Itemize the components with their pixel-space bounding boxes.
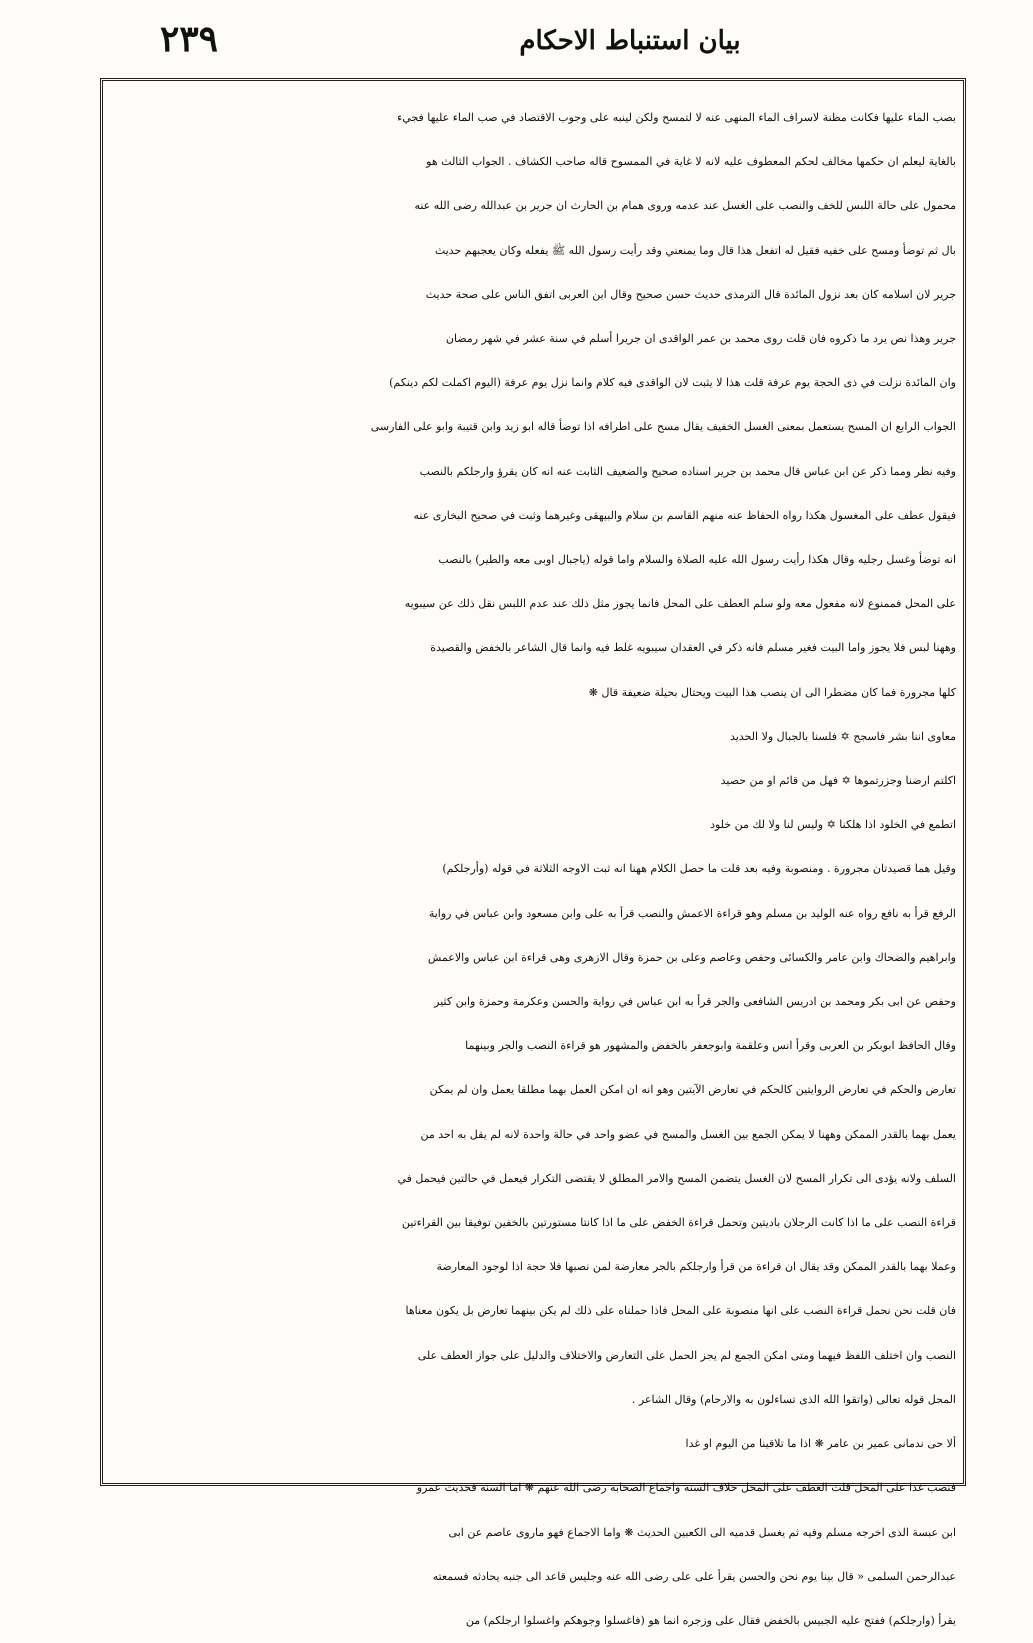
text-line: يقرأ (وارجلكم) ففتح عليه الجبيس بالخفض فقال على وزجره انما هو (فاغسلوا وجوهكم واغسلوا ارجلكم) من [465, 1613, 956, 1627]
verse-block [104, 715, 956, 848]
text-line: محمول على حالة اللبس للخف والنصب على الغسل عند عدمه وروى همام بن الحارث ان جرير بن عبدالله رضى الله عنه [414, 199, 956, 213]
text-line: على المحل فممنوع لانه مفعول معه ولو سلم العطف على المحل فانما يجوز مثل ذلك عند عدم اللبس نقل ذلك عن سيبويه [404, 597, 956, 611]
text-line: الرفع قرأ به نافع رواه عنه الوليد بن مسلم وهو قراءة الاعمش والنصب قرأ به على وابن مسعود وابن عباس في رواية [428, 906, 956, 920]
text-line: فان قلت نحن نحمل قراءة النصب على انها منصوبة على المحل فاذا حملناه على ذلك لم يكن بينهما تعارض بل يكون معناها [405, 1304, 956, 1318]
text-line: انه توضأ وغسل رجليه وقال هكذا رأيت رسول الله عليه الصلاة والسلام واما قوله (ياجبال اوبى معه والطير) بالنصب [438, 553, 956, 567]
text-line: النصب وان اختلف اللفظ فيهما ومتى امكن الجمع لم يجز الحمل على التعارض والاختلاف والدليل على جواز العطف على [417, 1348, 956, 1362]
verse-line: ألا حى ندمانى عمير بن عامر ❋ اذا ما تلاقينا من اليوم او غدا [685, 1437, 956, 1451]
verse-block [104, 1422, 956, 1466]
page-number: ٢٣٩ [160, 18, 219, 60]
text-line: جرير لان اسلامه كان بعد نزول المائدة قال الترمذى حديث حسن صحيح وقال ابن العربى اتفق الناس على صحة حديث [425, 287, 956, 301]
text-line: كلها مجرورة فما كان مضطرا الى ان ينصب هذا البيت ويحتال بحيلة ضعيفة قال ❋ [588, 685, 956, 699]
text-line: يعمل بهما بالقدر الممكن وههنا لا يمكن الجمع بين الغسل والمسح في عضو واحد في حالة واحدة لانه لم يقل به احد من [420, 1127, 956, 1141]
text-line: وقال الحافظ ابوبكر بن العربى وقرأ انس وعلقمة وابوجعفر بالخفض والمشهور هو قراءة النصب والجر وبينهما [465, 1039, 956, 1053]
text-line: وان المائدة نزلت في ذى الحجة يوم عرفة قلت هذا لا يثبت لان الواقدى فيه كلام وانما نزل يوم عرفة (اليوم اكملت لكم دينكم) [389, 376, 956, 390]
text-line: جرير وهذا نص يرد ما ذكروه فان قلت روى محمد بن عمر الواقدى ان جريرا أسلم في سنة عشر في شهر رمضان [445, 332, 956, 346]
text-line: قراءة النصب على ما اذا كانت الرجلان باديتين وتحمل قراءة الخفض على ما اذا كانتا مستورتين بالخفين توفيقا بين القراءتين [401, 1216, 956, 1230]
text-line: فيقول عطف على المغسول هكذا رواه الحفاظ عنه منهم القاسم بن سلام والبيهقى وغيرهما وثبت في صحيح البخارى عنه [413, 508, 956, 522]
text-line: بال ثم توضأ ومسح على خفيه فقيل له اتفعل هذا قال وما يمنعني وقد رأيت رسول الله ﷺ يفعله وكان يعجبهم حديث [434, 243, 956, 257]
text-line: وحفص عن ابى بكر ومحمد بن ادريس الشافعى والجر قرأ به ابن عباس في رواية والحسن وعكرمة وحمزة وابن كثير [434, 995, 956, 1009]
running-title: بيان استنباط الاحكام [519, 26, 741, 56]
verse-line: معاوى اننا بشر فاسجح ✡ فلسنا بالجبال ولا الحديد [729, 729, 956, 743]
verse-line: اكلتم ارضنا وجزرتموها ✡ فهل من قائم او من حصيد [720, 774, 956, 788]
text-line: الجواب الرابع ان المسح يستعمل بمعنى الغسل الخفيف يقال مسح على اطرافه اذا توضأ قاله ابو زيد وابن قتيبة وابو على الفارسى [370, 420, 956, 434]
text-line: فنصب غدا على المحل قلت العطف على المحل خلاف السنة واجماع الصحابة رضى الله عنهم ❋ اما السنة فحديث عمرو [416, 1481, 956, 1495]
text-line: وعملا بهما بالقدر الممكن وقد يقال ان قراءة من قرأ وارجلكم بالجر معارضة لمن نصبها فلا حجة اذا لوجود المعارضة [436, 1260, 956, 1274]
page-header [0, 0, 1033, 80]
text-line: السلف ولانه يؤدى الى تكرار المسح لان الغسل يتضمن المسح والامر المطلق لا يقتضى التكرار فيعمل في حالتين فيحمل في [397, 1171, 956, 1185]
text-line: وفيه نظر ومما ذكر عن ابن عباس قال محمد بن جرير اسناده صحيح والضعيف الثابت عنه انه كان يقرؤ وارجلكم بالنصب [419, 464, 956, 478]
text-line: ابن عبسة الذى اخرجه مسلم وفيه ثم يغسل قدميه الى الكعبين الحديث ❋ واما الاجماع فهو ماروى عاصم عن ابى [448, 1525, 956, 1539]
text-line: تعارض والحكم في تعارض الروايتين كالحكم في تعارض الآيتين وهو انه ان امكن العمل بهما مطلقا يعمل وان لم يمكن [429, 1083, 956, 1097]
text-line: المحل قوله تعالى (واتقوا الله الذى تساءلون به والارحام) وقال الشاعر . [631, 1392, 956, 1406]
text-line: وههنا لبس فلا يجوز واما البيت فغير مسلم فانه ذكر في العقدان سيبويه غلط فيه وانما قال الشاعر بالخفض والقصيدة [430, 641, 956, 655]
text-line: بالغاية ليعلم ان حكمها مخالف لحكم المعطوف عليه لانه لا غاية في الممسوح قاله صاحب الكشاف . الجواب الثالث هو [426, 155, 956, 169]
verse-line: اتطمع في الخلود اذا هلكنا ✡ وليس لنا ولا لك من خلود [710, 818, 956, 832]
text-line: عبدالرحمن السلمى « قال بينا يوم نحن والحسن يقرأ على على رضى الله عنه وجليس قاعد الى جنبه يحادثه فسمعته [432, 1569, 956, 1583]
text-line: وابراهيم والضحاك وابن عامر والكسائى وحفص وعاصم وعلى بن حمزة وقال الازهرى وهى قراءة ابن عباس والاعمش [427, 950, 956, 964]
body-text [104, 96, 956, 1643]
text-line: وقيل هما قصيدتان مجرورة . ومنصوبة وفيه بعد قلت ما حصل الكلام ههنا انه ثبت الاوجه الثلاثة في قوله (وأرجلكم) [442, 862, 956, 876]
text-line: بصب الماء عليها فكانت مظنة لاسراف الماء المنهى عنه لا لتمسح ولكن لينبه على وجوب الاقتصاد في صب الماء عليها فجيء [397, 111, 956, 124]
